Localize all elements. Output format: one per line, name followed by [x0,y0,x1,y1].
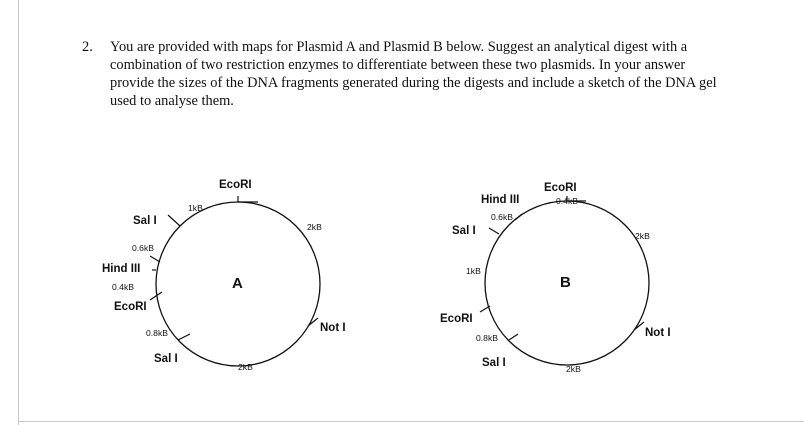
plasmid-b-size-3: 2kB [635,231,650,241]
plasmid-a-ecori-left-label: EcoRI [114,301,147,313]
plasmid-a-size-1: 1kB [188,203,203,213]
plasmid-b-size-5: 0.8kB [476,333,498,343]
plasmid-a-sali-bottom-tick [178,334,190,340]
plasmid-a-sali-bottom-label: Sal I [154,353,178,365]
plasmid-a-size-3: 0.6kB [132,243,154,253]
plasmid-a-name: A [232,275,243,292]
plasmid-b-sali-upper-label: Sal I [452,225,476,237]
plasmid-a-noti-tick [308,318,318,326]
plasmid-a-ecori-top-label: EcoRI [219,179,252,191]
plasmid-a-sali-upper-tick [168,215,180,226]
plasmid-b-sali-bottom-tick [509,334,518,340]
plasmid-b-ecori-top-label: EcoRI [544,182,577,194]
plasmid-b-hindiii-tick [489,228,499,234]
question-text: You are provided with maps for Plasmid A and Plasmid B below. Suggest an analytical digest with a combination of two restriction enzymes to differentiate between these two plasmids. In your answer provide the sizes of the DNA fragments generated during the digests and include a sketch of the DNA gel used to analyse them. [110,39,717,109]
plasmid-a-size-5: 0.8kB [146,328,168,338]
plasmid-b-size-1: 0.4kB [556,196,578,206]
plasmid-a-size-6: 2kB [238,362,253,372]
plasmid-a-hindiii-label: Hind III [102,263,141,275]
plasmid-a-sali-upper-label: Sal I [133,215,157,227]
question-number: 2. [82,39,93,55]
plasmid-b-sali-upper-tick [515,214,522,220]
plasmid-b-size-2: 0.6kB [491,212,513,222]
plasmid-b-hindiii-label: Hind III [481,194,520,206]
plasmid-b-sali-bottom-label: Sal I [482,357,506,369]
plasmid-b [440,182,671,374]
plasmid-a-hindiii-tick-upper [150,256,160,262]
plasmid-a-size-4: 0.4kB [112,282,134,292]
plasmid-b-size-6: 2kB [566,364,581,374]
plasmid-b-ecori-left-tick [480,306,490,312]
plasmid-b-noti-label: Not I [645,327,671,339]
plasmid-b-ecori-left-label: EcoRI [440,313,473,325]
plasmid-b-size-4: 1kB [466,266,481,276]
plasmid-b-name: B [560,274,571,291]
plasmid-a-noti-label: Not I [320,322,346,334]
plasmid-a-size-2: 2kB [307,222,322,232]
plasmid-a [102,179,346,372]
